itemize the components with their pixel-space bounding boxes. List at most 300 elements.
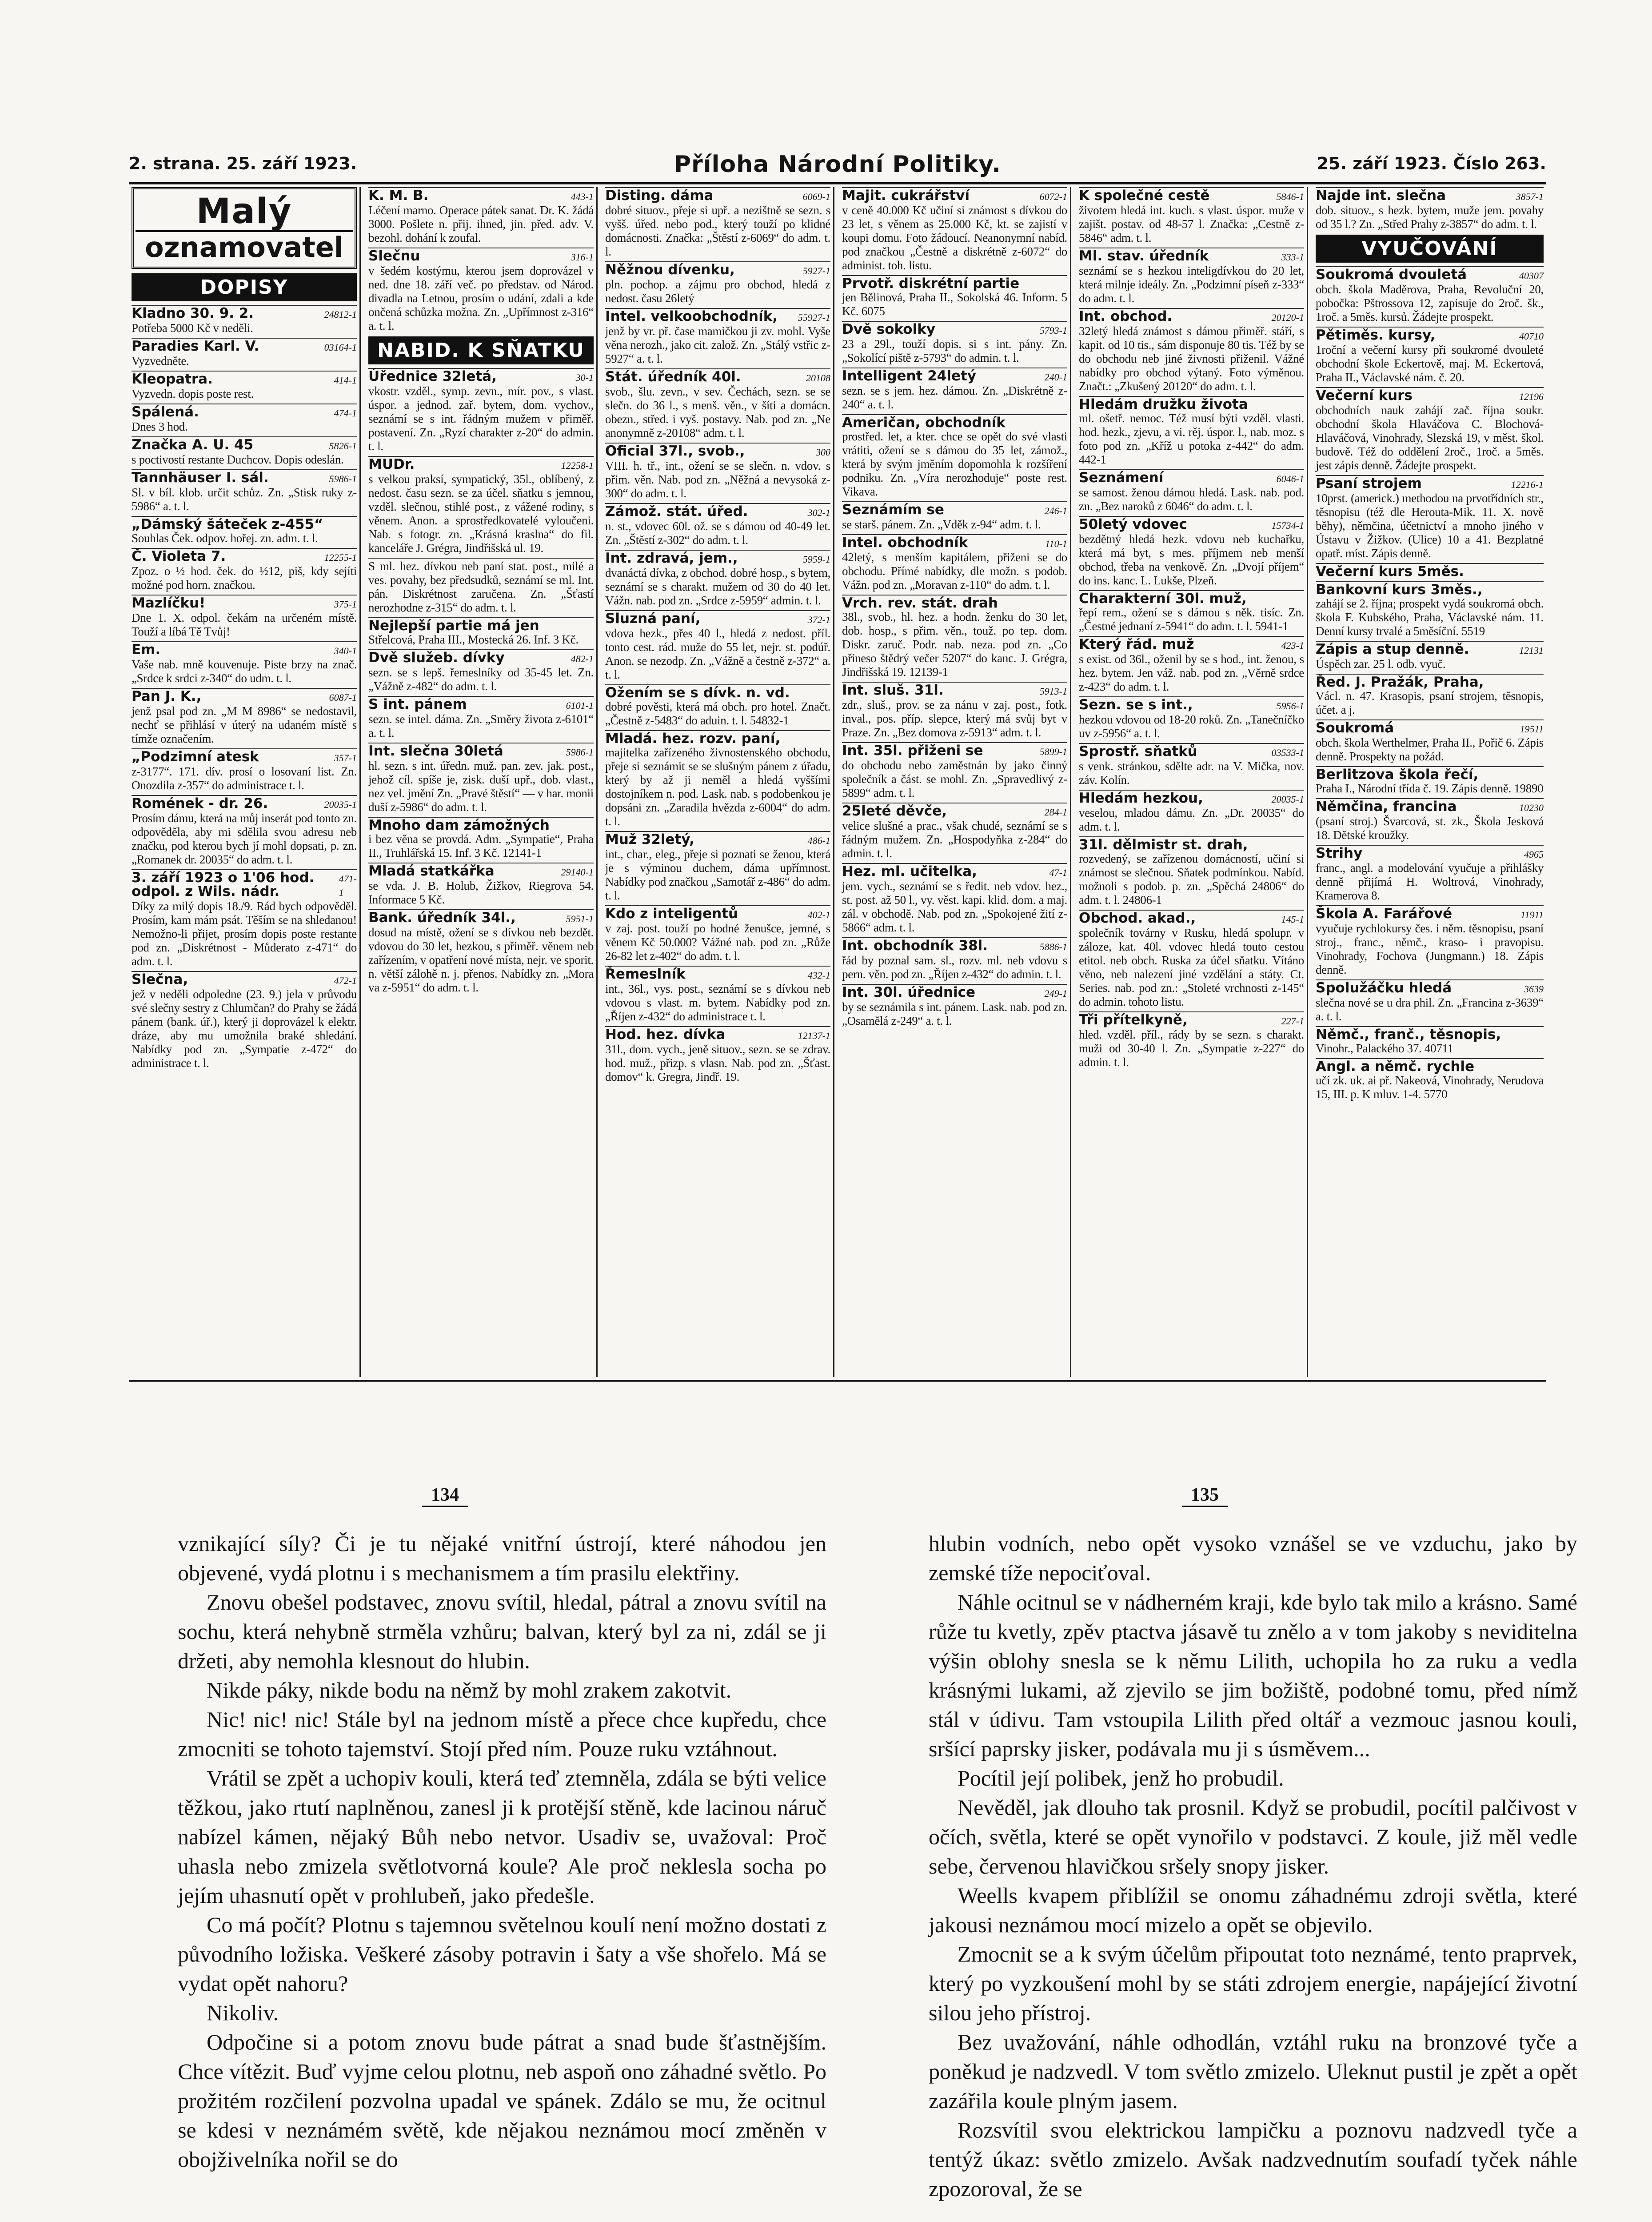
ad-number: 29140-1	[561, 867, 594, 878]
ad-body: s velkou praksí, sympatický, 35l., oblíbený, z nedost. času sezn. se za účel. sňatku s jemnou, vzděl. slečnou, stihlé post., z vážené rodiny, s věnem. Anon. a sprostředkovatelé vyloučeni. Nab. s fotogr. zn. „Krásná kraslna“ do fil. kanceláře J. Grégra, Jindřišská ul. 19.	[368, 472, 594, 555]
ad-number: 249-1	[1044, 988, 1067, 999]
ad-number: 12137-1	[798, 1030, 830, 1041]
classified-ad	[842, 863, 1067, 935]
classified-ad	[605, 443, 830, 500]
section-banner: VYUČOVÁNÍ	[1316, 235, 1544, 263]
classified-ad	[1316, 641, 1544, 671]
masthead	[132, 187, 357, 269]
ad-headline: Dvě sokolky	[842, 321, 936, 337]
ad-headline: Němčina, francina	[1316, 799, 1457, 815]
ad-headline: Int. 30l. úřednice	[842, 984, 975, 1000]
ad-number: 11911	[1520, 909, 1544, 920]
classified-ad	[1079, 910, 1304, 1009]
ad-headline: Strihy	[1316, 845, 1363, 861]
ad-number: 20035-1	[324, 799, 357, 810]
ad-number: 5951-1	[566, 913, 594, 924]
ad-headline: Bankovní kurs 3měs.,	[1316, 582, 1483, 598]
ad-headline: Intelligent 24letý	[842, 368, 977, 384]
classified-ad	[842, 803, 1067, 860]
ad-number: 6069-1	[802, 191, 830, 202]
ad-number: 12216-1	[1511, 479, 1544, 490]
ad-body: vyučuje rychlokursy čes. i něm. těsnopisu, psaní stroj., franc., němč., kraso- i pravopisu. Vinohrady, Fochova (Jungmann.) 18. Zápis denně.	[1316, 922, 1544, 976]
classified-ad	[842, 501, 1067, 532]
classified-ad	[1316, 387, 1544, 472]
story-paragraph: Bez uvažování, náhle odhodlán, vztáhl ruku na bronzové tyče a poněkud je nadzvedl. V tom světlo zmizelo. Uleknut pustil je zpět a opět zazářila koule plným jasem.	[929, 2030, 1577, 2113]
ad-headline: Který řád. muž	[1079, 636, 1194, 652]
classified-ad	[605, 905, 830, 963]
header-date-left: 2. strana. 25. září 1923.	[129, 154, 357, 173]
classified-ad	[605, 966, 830, 1023]
ad-headline: Paradies Karl. V.	[132, 338, 259, 354]
ad-header	[842, 414, 1067, 430]
ad-headline: Majit. cukrářství	[842, 188, 970, 204]
ad-headline: „Podzimní atesk	[132, 749, 259, 765]
ad-header	[842, 937, 1067, 954]
ad-body: z-3177“. 171. dív. prosí o losovaní list. Zn. Onozdila z-357“ do administrace t. l.	[132, 765, 357, 792]
ad-number: 5986-1	[329, 473, 357, 484]
ad-body: zdr., sluš., prov. se za nánu v zaj. post., fotk. inval., pos. příp. slepce, který má svůj byt v Praze. Zn. „Bez domova z-5913“ adm. t. l.	[842, 698, 1067, 739]
ad-body: Praha I., Národní třída č. 19. Zápis denně. 19890	[1316, 782, 1544, 795]
ad-headline: Č. Violeta 7.	[132, 548, 226, 564]
ad-header	[1316, 266, 1544, 283]
ad-body: 42letý, s menším kapitálem, přiženi se do obchodu. Přímé nabídky, dle možn. s podob. Vážn. pod zn. „Moravan z-110“ do adm. t. l.	[842, 551, 1067, 591]
ad-headline: Němč., franč., těsnopis,	[1316, 1027, 1501, 1043]
ad-header	[1316, 719, 1544, 736]
ad-number: 03164-1	[324, 342, 357, 353]
classified-ad	[132, 548, 357, 592]
ad-body: Léčení marno. Operace pátek sanat. Dr. K. žádá 3000. Pošlete n. přij. ihned, jin. před. adv. V. bezohl. dohání k zoufal.	[368, 204, 594, 244]
classified-ad	[1079, 187, 1304, 245]
ad-body: sezn. se s lepš. řemeslníky od 35-45 let. Zn. „Vážně z-482“ do adm. t. l.	[368, 666, 594, 693]
classified-ad	[1316, 1058, 1544, 1101]
ad-header	[368, 368, 594, 384]
classified-ad	[132, 971, 357, 1070]
ad-headline: Obchod. akad.,	[1079, 910, 1196, 926]
page-number-right: 135	[1182, 1484, 1228, 1507]
ad-number: 402-1	[807, 909, 830, 920]
ad-headline: Pan J. K.,	[132, 688, 202, 704]
classified-ad	[132, 338, 357, 368]
ad-header	[132, 305, 357, 321]
ad-number: 6046-1	[1276, 473, 1304, 484]
classified-ad	[1316, 563, 1544, 579]
classified-ad	[1079, 590, 1304, 633]
ad-header	[1079, 248, 1304, 264]
ad-number: 5956-1	[1276, 700, 1304, 711]
classified-column	[366, 187, 598, 1377]
classified-ad	[1316, 798, 1544, 842]
ad-number: 10230	[1519, 802, 1544, 813]
ad-number: 6087-1	[329, 692, 357, 703]
ad-headline: Hod. hez. dívka	[605, 1027, 726, 1043]
classified-ad	[1079, 696, 1304, 740]
ad-number: 30-1	[575, 372, 594, 383]
ad-headline: Int. obchodník 38l.	[842, 938, 988, 954]
ad-header	[1079, 187, 1304, 204]
ad-headline: 31l. dělmistr st. drah,	[1079, 837, 1248, 853]
ad-body: n. st., vdovec 60l. ož. se s dámou od 40-49 let. Zn. „Štěstí z-302“ do adm. t. l.	[605, 520, 830, 547]
ad-headline: Úřednice 32letá,	[368, 368, 497, 384]
classified-ad	[605, 730, 830, 828]
ad-headline: Ožením se s dívk. n. vd.	[605, 685, 790, 701]
ad-body: bezdětný hledá hezk. vdovu neb kuchařku, která má byt, s mes. příjmem neb menší obchod, třeba na venkově. Zn. „Dvojí příjem“ do ins. kanc. L. Lukše, Plzeň.	[1079, 532, 1304, 587]
classified-ad	[132, 436, 357, 467]
ad-body: Dnes 3 hod.	[132, 420, 188, 433]
ad-header	[368, 649, 594, 666]
ad-body: rozvedený, se zařízenou domácností, učiní si známost se slečnou. Sňatek podmínkou. Nabíd. možnoli s podob. p. zn. „Spěchá 24806“ do adm. t. l. 24806-1	[1079, 852, 1304, 907]
ad-body: 38l., svob., hl. hez. a hodn. ženku do 30 let, dob. hosp., s přim. věn., touž. po tep. dom. Diskr. zaruč. Podr. nab. neza. pod zn. „Co přineso štědrý večer 5207“ do kanc. J. Grégra, Jindřišská 19. 12139-1	[842, 610, 1067, 679]
ad-body: S ml. hez. dívkou neb paní stat. post., milé a ves. povahy, bez předsudků, seznámí se ml. Int. pán. Diskrétnost zaručena. Zn. „Šťastí nerozhodne z-315“ do adm. t. l.	[368, 559, 594, 614]
ad-headline: Pětiměs. kursy,	[1316, 327, 1436, 343]
ad-header	[368, 743, 594, 759]
ad-body: jen Bělinová, Praha II., Sokolská 46. Inform. 5 Kč. 6075	[842, 291, 1067, 318]
ad-header	[1079, 1011, 1304, 1028]
ad-number: 5846-1	[1276, 191, 1304, 202]
classified-ad	[132, 371, 357, 401]
classified-ad	[842, 682, 1067, 739]
ad-body: obchodních nauk zahájí zač. října soukr. obchodní škola Hlaváčova C. Blochová-Hlaváčová, Vinohrady, Slezská 19, v měst. škol. budově. Též do oddělení 2roč., 1roč. a 5měs. jest zápis denně. Žádejte prospekt.	[1316, 404, 1544, 472]
ad-body: se samost. ženou dámou hledá. Lask. nab. pod. zn. „Bez naroků z 6046“ do adm. t. l.	[1079, 486, 1304, 513]
classified-ad	[368, 696, 594, 740]
ad-body: jež v neděli odpoledne (23. 9.) jela v průvodu své slečny sestry z Chlumčan? do Prahy se žádá pánem (bank. úř.), který ji doprovázel k elektr. dráze, aby mu umožnila braké shledání. Nabídky pod zn. „Sympatie z-472“ do administrace t. l.	[132, 987, 357, 1070]
classified-column	[839, 187, 1071, 1377]
ad-body: hl. sezn. s int. úředn. muž. pan. zev. jak. post., jehož cíl. spíše je, zisk. duší upř., dob. vlast., nez vel. jmění Zn. „Pravé štěstí“ — v har. monii duší z-5986“ do adm. t. l.	[368, 759, 594, 814]
ad-header	[1079, 743, 1304, 759]
story-paragraph: Weells kvapem přiblížil se onomu záhadnému zdroji světla, které jakousi neznámou mocí mizelo a opět se objevilo.	[929, 1883, 1577, 1937]
ad-body: s exist. od 36l., oženil by se s hod., int. ženou, s hez. bytem. Jen váž. nab. pod zn. „Věrně srdce z-423“ do adm. t. l.	[1079, 652, 1304, 693]
story-paragraph: Náhle ocitnul se v nádherném kraji, kde bylo tak milo a krásno. Samé růže tu kvetly, zpěv ptactva jásavě tu znělo a v tom jakoby s neviditelna výšin oblohy snesla se k němu Lilith, uchopila ho za ruku a vedla krásnými lukami, až zjevilo se jim božiště, podobné tomu, před nímž stál v údivu. Tam vstoupila Lilith před oltář a vezmouc jasnou kouli, sršící paprsky jisker, podávala mu ji s úsměvem...	[929, 1590, 1577, 1761]
ad-body: v šedém kostýmu, kterou jsem doprovázel v ned. dne 18. září več. po představ. od Národ. divadla na Letnou, prosím o udání, zdali a kde ončená schůzka možna. Zn. „Upřímnost z-316“ a. t. l.	[368, 264, 594, 332]
ad-body: by se seznámila s int. pánem. Lask. nab. pod zn. „Osamělá z-249“ a. t. l.	[842, 1000, 1067, 1027]
ad-header	[842, 742, 1067, 759]
ad-headline: S int. pánem	[368, 696, 467, 712]
ad-body: svob., šlu. zevn., v sev. Čechách, sezn. se se slečn. do 36 l., s menš. věn., v šíti a domácn. obezn., střed. i vyš. postavy. Nab. pod zn. „Ne anonymně z-20108“ adm. t. l.	[605, 385, 830, 440]
ad-headline: Mladá. hez. rozv. paní,	[605, 731, 781, 747]
classified-ad	[842, 414, 1067, 499]
ad-header	[132, 548, 357, 564]
ad-body: obch. škola Maděrova, Praha, Revoluční 20, pobočka: Pštrossova 12, zapisuje do 2roč. šk., 1roč. a 5měs. kursů. Žádejte prospekt.	[1316, 283, 1544, 324]
classified-column	[1313, 187, 1546, 1377]
ad-headline: Seznámím se	[842, 502, 944, 518]
ad-headline: Disting. dáma	[605, 188, 714, 204]
ad-number: 20120-1	[1271, 312, 1304, 323]
classified-ad	[1316, 266, 1544, 324]
ad-number: 316-1	[571, 252, 594, 263]
ad-headline: MUDr.	[368, 456, 415, 472]
classified-ad	[605, 261, 830, 305]
ad-headline: Spálená.	[132, 404, 199, 420]
classified-ad	[1316, 581, 1544, 638]
ad-headline: Slečna,	[132, 971, 188, 987]
classified-ad	[1079, 308, 1304, 393]
ad-body: int., 36l., vys. post., seznámí se s dívkou neb vdovou s vlast. m. bytem. Nabídky pod zn. „Říjen z-432“ do administrace t. l.	[605, 982, 830, 1023]
ad-headline: Romének - dr. 26.	[132, 795, 268, 811]
classified-ad	[368, 617, 594, 647]
ad-headline: Hledám družku života	[1079, 396, 1248, 412]
ad-headline: Intel. obchodník	[842, 535, 968, 551]
ad-header	[132, 371, 357, 387]
ad-headline: Psaní strojem	[1316, 476, 1422, 492]
ad-headline: Prvotř. diskrétní partie	[842, 276, 1020, 292]
classified-ad	[132, 404, 357, 434]
classified-ad	[368, 817, 594, 860]
classified-ad	[368, 863, 594, 907]
ad-headline: Int. slečna 30letá	[368, 743, 503, 759]
classified-ad	[605, 187, 830, 259]
ad-number: 5913-1	[1039, 686, 1067, 697]
ad-headline: Večerní kurs 5měs.	[1316, 563, 1464, 579]
ad-body: do obchodu nebo zaměstnán by jako činný společník a část. se mohl. Zn. „Spravedlivý z-5899“ adm. t. l.	[842, 759, 1067, 799]
classified-ad	[842, 984, 1067, 1028]
classified-ad	[1316, 719, 1544, 763]
ad-header	[132, 795, 357, 811]
story-paragraph: vznikající síly? Či je tu nějaké vnitřní ústrojí, které náhodou jen objevené, vydá plotnu i s mechanismem a tím prasilu elektřiny.	[178, 1531, 826, 1585]
classified-ad	[1079, 743, 1304, 787]
ad-body: veselou, mladou dámu. Zn. „Dr. 20035“ do adm. t. l.	[1079, 806, 1304, 833]
ad-body: (psaní stroj.) Švarcová, st. zk., Škola Jesková 18. Dětské kroužky.	[1316, 815, 1544, 842]
classified-ad	[1316, 187, 1544, 231]
ad-number: 432-1	[807, 970, 830, 981]
ad-body: ml. ošetř. nemoc. Též musí býti vzděl. vlasti. hod. hezk., zjevu, a vi. rěj. úspor. l., nab. moz. s foto pod zn. „Kříž u potoka z-442“ do adm. 442-1	[1079, 412, 1304, 466]
ad-header	[132, 748, 357, 765]
ad-number: 12255-1	[324, 552, 357, 563]
ad-number: 472-1	[334, 975, 357, 986]
classified-ad	[1316, 766, 1544, 795]
ad-headline: „Dámský šáteček z-455“	[132, 516, 323, 532]
ad-header	[605, 368, 830, 385]
ad-header	[1079, 636, 1304, 652]
ad-body: v ceně 40.000 Kč učiní si známost s dívkou do 23 let, s věnem as 25.000 Kč, kt. se zajistí v koupi domu. Foto žádoucí. Neanonymní nabíd. pod značkou „Čestně a diskrétně z-6072“ do administ. toh. listu.	[842, 204, 1067, 272]
ad-body: Střelcová, Praha III., Mostecká 26. Inf. 3 Kč.	[368, 633, 579, 646]
ad-header	[368, 187, 594, 204]
ad-number: 246-1	[1044, 505, 1067, 516]
ad-body: dvanáctá dívka, z obchod. dobré hosp., s bytem, seznámí se s charakt. mužem od 30 do 40 let. Vážn. nab. pod zn. „Srdce z-5959“ admin. t. l.	[605, 566, 830, 607]
classified-column	[603, 187, 834, 1377]
ad-number: 414-1	[334, 375, 357, 386]
ad-header	[605, 261, 830, 278]
classified-ad	[605, 831, 830, 903]
ad-header	[605, 443, 830, 459]
story-paragraph: Pocítil její polibek, jenž ho probudil.	[958, 1766, 1284, 1790]
story-paragraph: Odpočine si a potom znovu bude pátrat a snad bude šťastnějším. Chce vítězit. Buď vyjme celou plotnu, neb aspoň ono záhadné světlo. Po prožitém rozčilení pozvolna upadal ve spánek. Zdálo se mu, že ocitnul se kdesi v neznámém světě, kde nějakou neznámou mocí změněn v obojživelníka nořil se do	[178, 2030, 826, 2172]
classified-ad	[842, 187, 1067, 272]
ad-headline: Nejlepší partie má jen	[368, 618, 539, 634]
classified-ad	[368, 649, 594, 693]
ad-headline: Zámož. stát. úřed.	[605, 504, 748, 520]
classified-ad	[605, 550, 830, 607]
ad-header	[1079, 516, 1304, 532]
ad-headline: Američan, obchodník	[842, 415, 1006, 431]
ad-body: hezkou vdovou od 18-20 roků. Zn. „Tanečníčko uv z-5956“ a. t. l.	[1079, 713, 1304, 740]
classified-ad	[1316, 327, 1544, 384]
ad-number: 12131	[1519, 645, 1544, 656]
ad-body: Prosím dámu, která na můj inserát pod tonto zn. odpověděla, aby mi sdělila svou adresu neb značku, pod kterou bych jí mohl dopsati, p. zn. „Romanek dr. 20035“ do adm. t. l.	[132, 811, 357, 866]
classified-ad	[132, 595, 357, 639]
classified-column	[1076, 187, 1308, 1377]
ad-header	[1316, 563, 1544, 579]
story-paragraph: Znovu obešel podstavec, znovu svítil, hledal, pátral a znovu svítil na sochu, která nehybně strměla vzhůru; balvan, který byl za ni, zdál se ji držeti, aby nemohla klesnout do hlubin.	[178, 1590, 826, 1673]
ad-headline: Angl. a němč. rychle	[1316, 1059, 1475, 1075]
ad-headline: Em.	[132, 642, 161, 658]
ad-header	[132, 595, 357, 611]
masthead-line-1: Malý	[196, 192, 292, 232]
ad-header	[1316, 1058, 1544, 1074]
ad-number: 372-1	[807, 614, 830, 625]
classified-ad	[132, 641, 357, 685]
ad-headline: Najde int. slečna	[1316, 188, 1446, 204]
ad-number: 6072-1	[1039, 191, 1067, 202]
story-paragraph: hlubin vodních, nebo opět vysoko vznášel se ve vzduchu, jako by zemské tíže nepociťoval.	[929, 1531, 1577, 1585]
ad-number: 302-1	[807, 507, 830, 518]
ad-number: 12196	[1519, 391, 1544, 402]
ad-number: 357-1	[334, 752, 357, 763]
classified-ad	[1079, 396, 1304, 467]
ad-number: 6101-1	[566, 700, 594, 711]
story-paragraph: Zmocnit se a k svým účelům připoutat toto neznámé, tento praprvek, který po vyzkoušení mohl by se státi zdrojem energie, napájející životní silou jeho přístroj.	[929, 1942, 1577, 2025]
ad-number: 5927-1	[802, 265, 830, 276]
ad-header	[605, 966, 830, 982]
ad-number: 55927-1	[798, 312, 830, 323]
ad-headline: 3. září 1923 o 1'06 hod. odpol. z Wils. nádr.	[132, 870, 315, 899]
ad-header	[132, 516, 357, 532]
ad-header	[1316, 581, 1544, 597]
ad-header	[1079, 396, 1304, 412]
ad-number: 375-1	[334, 599, 357, 610]
ad-number: 423-1	[1281, 640, 1304, 651]
ad-headline: Zápis a stup denně.	[1316, 641, 1469, 657]
ad-body: obch. škola Werthelmer, Praha II., Pořič 6. Zápis denně. Prospekty na požád.	[1316, 736, 1544, 763]
ad-headline: K společné cestě	[1079, 188, 1210, 204]
ad-headline: Berlitzova škola řečí,	[1316, 767, 1479, 783]
ad-header	[368, 248, 594, 264]
classified-ad	[1316, 979, 1544, 1023]
ad-header	[842, 321, 1067, 337]
story-paragraph: Nevěděl, jak dlouho tak prosnil. Když se probudil, pocítil palčivost v očích, světla, které se opět vynořilo v podstavci. Z koule, již měl vedle sebe, červenou hlavičkou sršely snopy jisker.	[929, 1795, 1577, 1878]
ad-headline: 50letý vdovec	[1079, 516, 1187, 532]
ad-header	[605, 1026, 830, 1043]
ad-body: jenž by vr. př. čase mamičkou ji zv. mohl. Vyše věna nerozh., jako cit. založ. Zn. „Stálý vstřic z-5927“ a. t. l.	[605, 324, 830, 365]
ad-header	[842, 984, 1067, 1000]
ad-number: 5886-1	[1039, 941, 1067, 952]
ad-number: 486-1	[807, 835, 830, 846]
ad-body: 10prst. (americk.) methodou na prvotřídních str., těsnopisu (též dle Herouta-Mik. 11. X. nově běhy), němčina, účetnictví a mnoho jiného v Ústavu v Žižkov. (Ulice) 10 a 41. Bezplatné opatř. míst. Zápis denně.	[1316, 492, 1544, 560]
ad-body: 32letý hledá známost s dámou přiměř. stáří, s kapit. od 10 tis., sám disponuje 80 tis. Též by se do obchodu neb jiné živnosti přiženil. Vážné nabídky pro obchod výtaný. Foto výměnou. Značt.: „Zkušený 20120“ do adm. t. l.	[1079, 324, 1304, 393]
ad-headline: Tannhäuser I. sál.	[132, 470, 269, 486]
ad-header	[605, 187, 830, 204]
ad-body: Vaše nab. mně kouvenuje. Piste brzy na znač. „Srdce k srdci z-340“ do udm. t. l.	[132, 658, 357, 685]
classified-ad	[605, 684, 830, 727]
classified-ad	[842, 275, 1067, 318]
ad-headline: Hledám hezkou,	[1079, 790, 1203, 806]
ad-header	[132, 688, 357, 704]
classified-ad	[132, 748, 357, 792]
ad-headline: Sluzná paní,	[605, 611, 701, 627]
ad-number: 5959-1	[802, 554, 830, 565]
ad-body: 23 a 29l., touží dopis. si s int. pány. Zn. „Sokolící piště z-5793“ do admin. t. l.	[842, 337, 1067, 364]
ad-headline: Int. zdravá, jem.,	[605, 550, 738, 566]
section-banner: NABID. K SŇATKU	[368, 336, 594, 364]
ad-header	[368, 863, 594, 879]
header-date-right: 25. září 1923. Číslo 263.	[1317, 154, 1546, 173]
ad-headline: Něžnou dívenku,	[605, 262, 735, 278]
ad-header	[842, 803, 1067, 819]
classified-ad	[605, 308, 830, 366]
classified-ad	[1079, 516, 1304, 587]
ad-header	[368, 909, 594, 926]
ad-number: 4965	[1524, 849, 1544, 860]
ad-body: 1roční a večerní kursy při soukromé dvouleté obchodní škole Eckertově, maj. M. Eckertová, Praha II., Václavské nám. č. 20.	[1316, 343, 1544, 384]
ad-number: 19511	[1520, 723, 1544, 735]
ad-headline: Soukromá dvouletá	[1316, 267, 1467, 283]
ad-body: učí zk. uk. ai př. Nakeová, Vinohrady, Nerudova 15, III. p. K mluv. 1-4. 5770	[1316, 1074, 1544, 1101]
ad-body: s venk. stránkou, sdělte adr. na V. Mička, nov. záv. Kolín.	[1079, 759, 1304, 787]
ad-header	[132, 404, 357, 420]
ad-number: 240-1	[1044, 372, 1067, 383]
classified-ad	[1316, 674, 1544, 717]
ad-header	[842, 534, 1067, 551]
ad-body: prostřed. let, a kter. chce se opět do své vlasti vrátiti, ožení se s dámou do 35 let, zámož., která by svým jměním dopomohla k rozšíření podniku. Zn. „Víra nerozhoduje“ poste rest. Vikava.	[842, 430, 1067, 498]
ad-header	[132, 469, 357, 486]
ad-header	[1316, 766, 1544, 782]
ad-headline: 25leté děvče,	[842, 803, 947, 819]
ad-headline: Intel. velkoobchodník,	[605, 308, 778, 324]
ad-number: 145-1	[1281, 914, 1304, 925]
classified-ad	[368, 187, 594, 245]
ad-number: 5826-1	[329, 440, 357, 452]
classified-ad	[368, 456, 594, 555]
ad-body: dobré pověsti, která má obch. pro hotel. Značt. „Čestně z-5483“ do aduin. t. l. 54832-1	[605, 700, 830, 727]
ad-headline: Mnoho dam zámožných	[368, 817, 550, 833]
ad-body: společník továrny v Rusku, hledá spolupr. v záloze, kat. 40l. vdovec hledá touto cestou etitol. neb obch. Ruska za účel sňatku. Vítáno věno, neb nalezení jiné vzdělání a státy. Ct. Series. nab. pod zn.: „Stoleté vrchnosti z-145“ do admin. tohoto listu.	[1079, 926, 1304, 1008]
classified-ad	[842, 742, 1067, 800]
ad-header	[1079, 696, 1304, 713]
ad-headline: Int. obchod.	[1079, 308, 1173, 324]
ad-body: zahájí se 2. října; prospekt vydá soukromá obch. škola F. Kubského, Praha, Václavské nám. 11. Denní kursy trvalé a 5měsíční. 5519	[1316, 597, 1544, 638]
ad-header	[842, 275, 1067, 291]
page-header	[129, 151, 1546, 180]
ad-body: Potřeba 5000 Kč v neděli.	[132, 321, 253, 335]
ad-header	[842, 501, 1067, 518]
ad-header	[1079, 910, 1304, 926]
ad-number: 300	[816, 447, 830, 458]
ad-body: dob. situov., s hezk. bytem, muže jem. povahy od 35 l.? Zn. „Střed Prahy z-3857“ do adm. t. l.	[1316, 204, 1544, 231]
classified-ad	[132, 516, 357, 545]
ad-number: 110-1	[1045, 538, 1067, 549]
ad-header	[842, 368, 1067, 384]
ad-number: 40307	[1519, 270, 1544, 281]
ad-headline: Sezn. se s int.,	[1079, 697, 1193, 713]
classified-ad	[132, 869, 357, 968]
ad-body: dobré situov., přeje si upř. a nezištně se sezn. s vyšš. úřed. nebo pod., který touží po klidné domácnosti. Značka: „Štěstí z-6069“ do adm. t. l.	[605, 204, 830, 258]
ad-body: řád by poznal sam. sl., rozv. ml. neb vdovu s pern. věn. pod zn. „Říjen z-432“ do admin. t. l.	[842, 954, 1067, 981]
classified-column	[129, 187, 361, 1377]
classified-ad	[1079, 836, 1304, 907]
ad-headline: Řed. J. Pražák, Praha,	[1316, 674, 1484, 690]
ad-headline: Značka A. U. 45	[132, 437, 254, 453]
classified-ad	[132, 795, 357, 867]
ad-headline: Spolužáčku hledá	[1316, 980, 1452, 996]
ad-number: 40710	[1519, 331, 1544, 342]
classified-ad	[1316, 845, 1544, 903]
ad-header	[842, 863, 1067, 879]
ad-body: v zaj. post. touží po hodné ženušce, jemné, s věnem Kč 50.000? Vážné nab. pod zn. „Růže 26-82 let z-402“ do adm. t. l.	[605, 922, 830, 963]
ad-body: dosud na místě, ožení se s dívkou neb bezdět. vdovou do 30 let, hezkou, s přiměř. věnem neb zařízením, v opatření nové místa, nejr. ve sporit. n. větší zálohě n. j. přenos. Nabídky zn. „Mora va z-5951“ do adm. t. l.	[368, 926, 594, 994]
classified-ad	[842, 937, 1067, 981]
ad-body: Václ. n. 47. Krasopis, psaní strojem, těsnopis, účet. a j.	[1316, 689, 1544, 716]
classified-ad	[132, 305, 357, 335]
ad-number: 340-1	[334, 645, 357, 656]
classified-grid	[129, 182, 1546, 1382]
